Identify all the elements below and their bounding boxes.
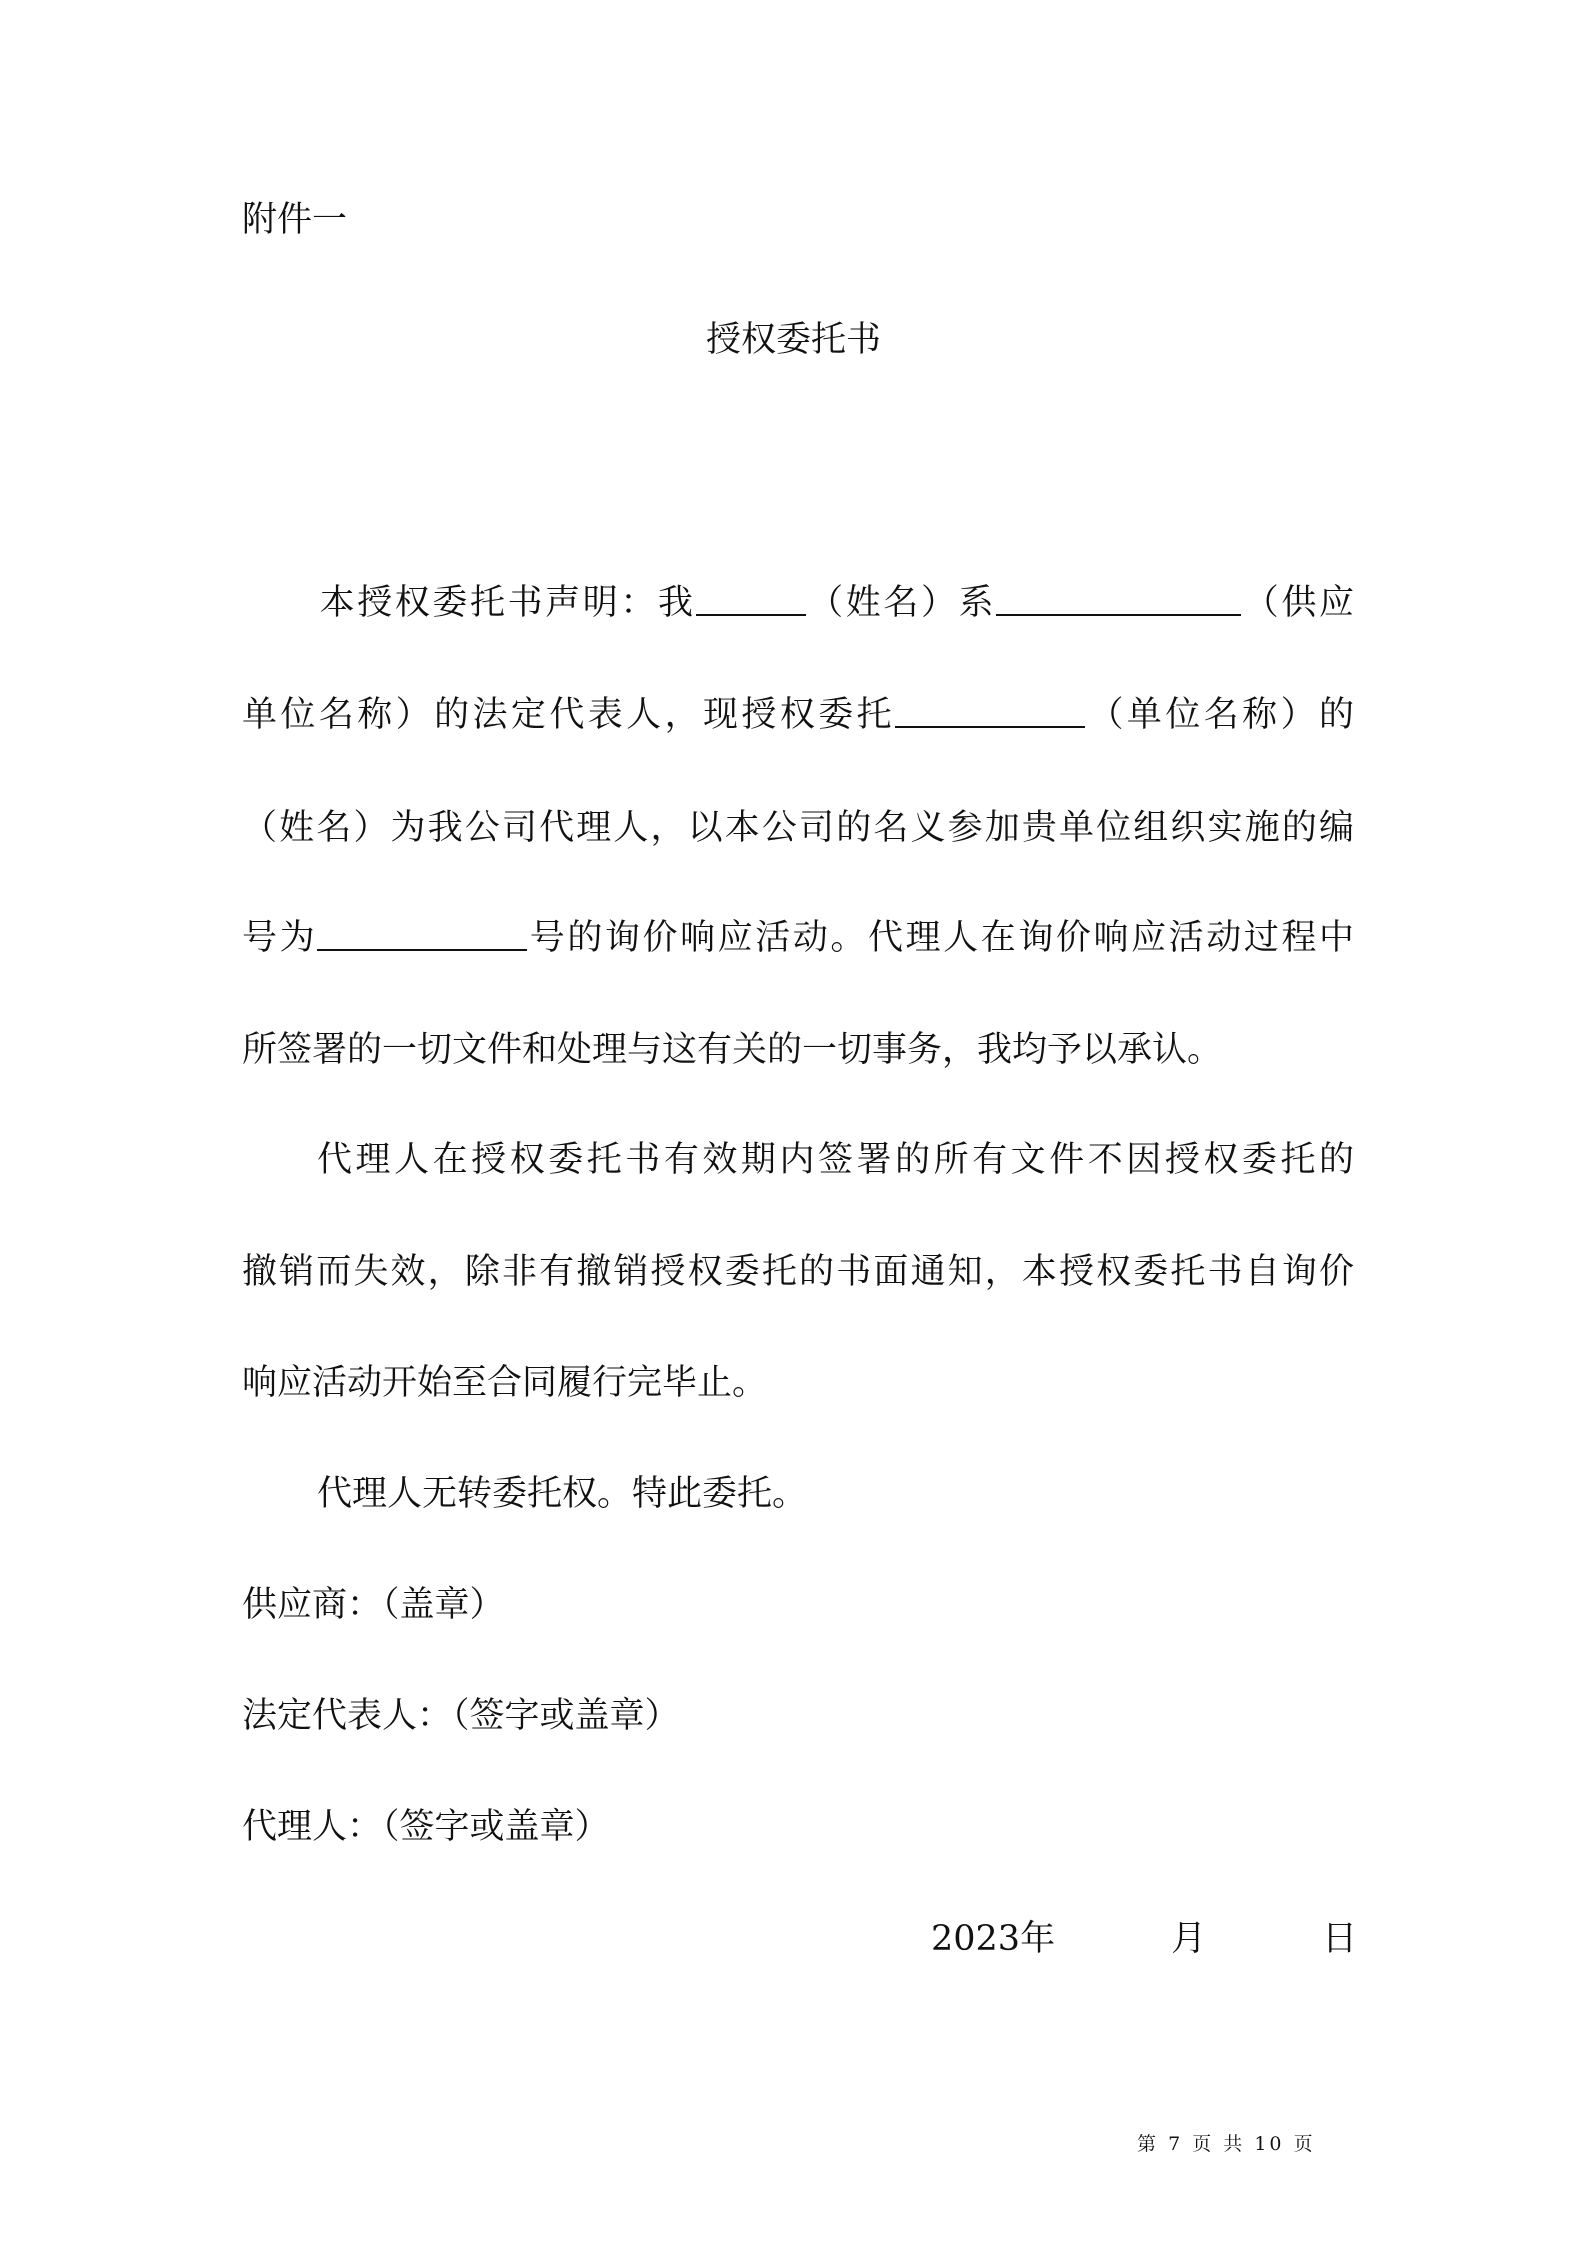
- text-segment: （供应: [1241, 583, 1354, 623]
- footer-total-word: 共: [1223, 2133, 1246, 2155]
- paragraph-1-line-1: [242, 578, 1354, 628]
- number-blank: [317, 919, 527, 951]
- paragraph-1-line-5: 所签署的一切文件和处理与这有关的一切事务，我均予以承认。: [242, 1030, 1223, 1070]
- footer-total-pages: 10: [1254, 2133, 1285, 2155]
- date-year-unit: 年: [1020, 1919, 1056, 1959]
- date-line: [931, 1914, 1357, 1964]
- date-year: 2023: [931, 1919, 1021, 1959]
- paragraph-1-line-3: （姓名）为我公司代理人，以本公司的名义参加贵单位组织实施的编: [242, 808, 1354, 848]
- text-segment: 本授权委托书声明：我: [317, 583, 696, 623]
- legal-representative-signature-line: 法定代表人：（签字或盖章）: [242, 1696, 680, 1736]
- text-segment: 号的询价响应活动。代理人在询价响应活动过程中: [527, 918, 1354, 958]
- supplier-signature-line: 供应商：（盖章）: [242, 1585, 505, 1625]
- agent-signature-line: 代理人：（签字或盖章）: [242, 1807, 610, 1847]
- document-title: 授权委托书: [705, 320, 881, 360]
- paragraph-3-line-1: 代理人无转委托权。特此委托。: [317, 1474, 808, 1514]
- attachment-label: 附件一: [242, 200, 348, 240]
- paragraph-1-line-2: [242, 690, 1354, 740]
- text-segment: 单位名称）的法定代表人，现授权委托: [242, 695, 896, 735]
- text-segment: （单位名称）的: [1085, 695, 1354, 735]
- page-footer: [1137, 2129, 1316, 2159]
- footer-suffix: 页: [1293, 2133, 1316, 2155]
- date-month-unit: 月: [1171, 1919, 1207, 1959]
- footer-page-number: 7: [1168, 2133, 1184, 2155]
- name-blank: [696, 584, 806, 616]
- text-segment: （姓名）系: [805, 583, 997, 623]
- paragraph-2-line-2: 撤销而失效，除非有撤销授权委托的书面通知，本授权委托书自询价: [242, 1252, 1354, 1292]
- footer-page-word: 页: [1192, 2133, 1215, 2155]
- text-segment: 号为: [242, 918, 318, 958]
- date-day-unit: 日: [1322, 1919, 1358, 1959]
- paragraph-1-line-4: [242, 913, 1354, 963]
- paragraph-2-line-3: 响应活动开始至合同履行完毕止。: [242, 1363, 768, 1403]
- footer-prefix: 第: [1137, 2133, 1160, 2155]
- unit-name-blank: [895, 696, 1085, 728]
- supplier-name-blank: [996, 584, 1241, 616]
- paragraph-2-line-1: 代理人在授权委托书有效期内签署的所有文件不因授权委托的: [317, 1140, 1354, 1180]
